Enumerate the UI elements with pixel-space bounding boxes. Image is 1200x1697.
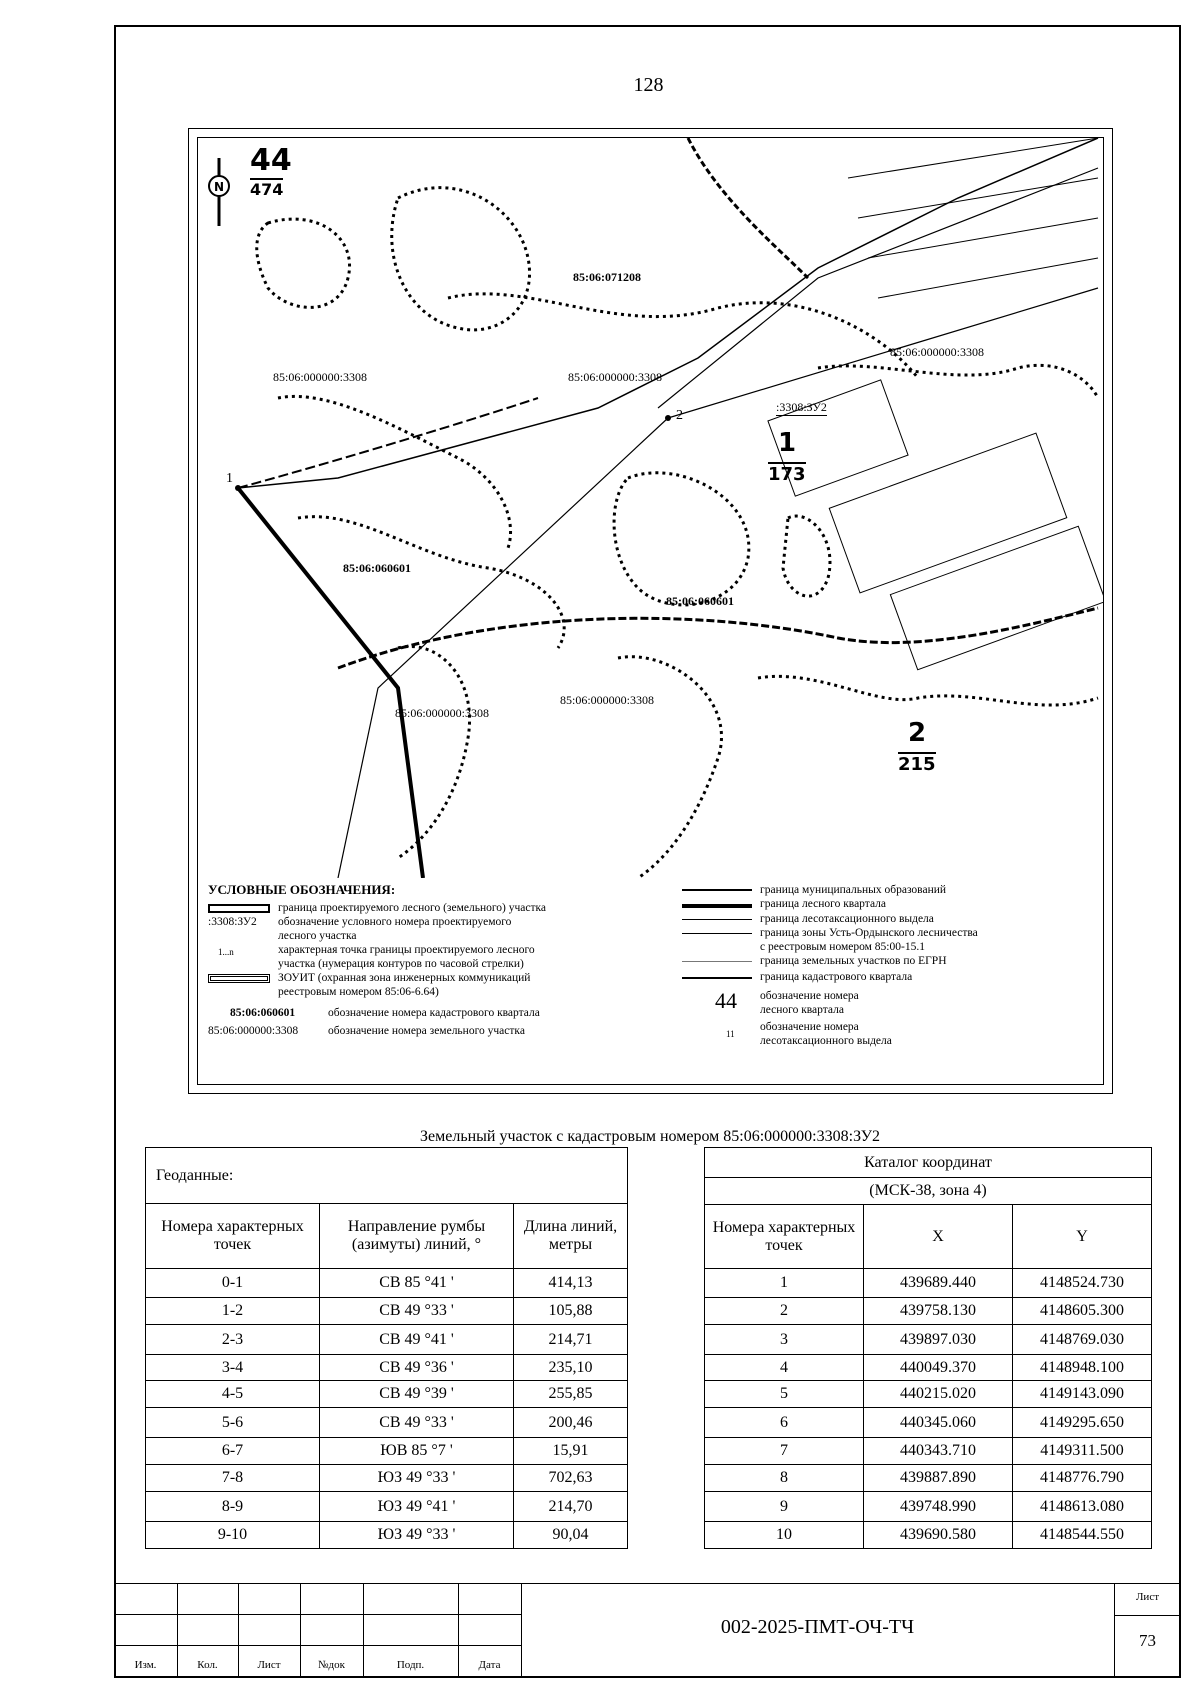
- parcel-number-label: 85:06:000000:3308: [273, 370, 368, 384]
- designation-label: :3308:ЗУ2: [776, 400, 827, 414]
- table-cell: 7: [705, 1438, 864, 1465]
- catalog-header: Номера характерных точек: [705, 1205, 864, 1269]
- legend-line-text: граница земельных участков по ЕГРН: [760, 955, 947, 967]
- legend-quarter-symbol: 44: [715, 988, 737, 1013]
- table-cell: 1-2: [146, 1298, 320, 1325]
- table-cell: 7-8: [146, 1465, 320, 1492]
- table-cell: 90,04: [514, 1522, 628, 1549]
- geodata-header: Номера характерных точек: [146, 1204, 320, 1269]
- catalog-header: Y: [1013, 1205, 1152, 1269]
- quarter-1-top: 1: [778, 428, 797, 458]
- table-row: [146, 1325, 628, 1355]
- table-cell: 214,70: [514, 1492, 628, 1522]
- table-cell: ЮЗ 49 °33 ': [320, 1465, 514, 1492]
- table-row: [705, 1381, 1152, 1408]
- table-row: [146, 1408, 628, 1438]
- parcel-number-label: 85:06:000000:3308: [395, 706, 490, 720]
- legend-item-text: ЗОУИТ (охранная зона инженерных коммуникаций: [278, 972, 531, 984]
- table-cell: 440215.020: [864, 1381, 1013, 1408]
- legend-quarter-text: обозначение номера: [760, 990, 859, 1002]
- quarter-2-bottom: 215: [898, 754, 936, 775]
- stamp-label: Подп.: [396, 1659, 425, 1671]
- table-cell: 4148948.100: [1013, 1355, 1152, 1381]
- map-canvas: [197, 137, 1104, 1085]
- legend-line-text: граница кадастрового квартала: [760, 971, 913, 983]
- legend-line-section: [682, 919, 752, 920]
- table-cell: СВ 49 °33 ': [320, 1408, 514, 1438]
- table-row: [705, 1522, 1152, 1549]
- legend-line-cadastral: [682, 977, 752, 979]
- table-cell: 3: [705, 1325, 864, 1355]
- svg-text:N: N: [214, 180, 225, 194]
- legend-item-text: характерная точка границы проектируемого лесного: [278, 944, 535, 956]
- legend-item-text: обозначение номера земельного участка: [328, 1025, 525, 1037]
- table-cell: 3-4: [146, 1355, 320, 1381]
- legend-item-text: обозначение номера кадастрового квартала: [328, 1007, 540, 1019]
- quarter-1-bottom: 173: [768, 464, 806, 485]
- legend-line-egrn: [682, 961, 752, 962]
- parcel-number-label: 85:06:000000:3308: [568, 370, 663, 384]
- table-row: [705, 1325, 1152, 1355]
- map-drawing: [198, 138, 1103, 878]
- coordinate-catalog-table: [704, 1147, 1152, 1549]
- geodata-table: [145, 1147, 628, 1549]
- table-cell: 439748.990: [864, 1492, 1013, 1522]
- page-number: 128: [633, 74, 664, 96]
- table-cell: 9-10: [146, 1522, 320, 1549]
- table-cell: 4: [705, 1355, 864, 1381]
- cadastral-quarter-label: 85:06:071208: [573, 270, 641, 284]
- table-row: [146, 1269, 628, 1298]
- table-row: [146, 1355, 628, 1381]
- table-cell: 0-1: [146, 1269, 320, 1298]
- title-block: [114, 1583, 1181, 1678]
- catalog-title: Каталог координат: [705, 1148, 1152, 1178]
- table-row: [705, 1269, 1152, 1298]
- table-cell: 6: [705, 1408, 864, 1438]
- table-cell: 2: [705, 1298, 864, 1325]
- table-row: [705, 1355, 1152, 1381]
- cadastral-quarter-label: 85:06:060601: [666, 594, 734, 608]
- table-cell: 5-6: [146, 1408, 320, 1438]
- legend-line-text: граница лесотаксационного выдела: [760, 913, 934, 925]
- table-cell: 235,10: [514, 1355, 628, 1381]
- document-code: 002-2025-ПМТ-ОЧ-ТЧ: [720, 1616, 915, 1638]
- table-cell: 214,71: [514, 1325, 628, 1355]
- table-cell: 15,91: [514, 1438, 628, 1465]
- stamp-label: Дата: [478, 1659, 501, 1671]
- table-cell: ЮЗ 49 °33 ': [320, 1522, 514, 1549]
- table-row: [146, 1465, 628, 1492]
- legend-line-text: граница лесного квартала: [760, 898, 886, 910]
- table-cell: 414,13: [514, 1269, 628, 1298]
- table-cell: 440343.710: [864, 1438, 1013, 1465]
- legend-swatch-zouit: [208, 974, 270, 983]
- table-cell: ЮЗ 49 °41 ': [320, 1492, 514, 1522]
- map-figure: [188, 128, 1113, 1094]
- legend-swatch-parcel: [208, 904, 270, 913]
- table-cell: 4149143.090: [1013, 1381, 1152, 1408]
- stamp-label: Кол.: [197, 1659, 218, 1671]
- legend-quarter-text: лесного квартала: [760, 1004, 844, 1016]
- table-row: [146, 1381, 628, 1408]
- table-cell: 4148605.300: [1013, 1298, 1152, 1325]
- table-title: Земельный участок с кадастровым номером 85:06:000000:3308:ЗУ2: [419, 1128, 881, 1145]
- map-legend: [208, 883, 1095, 1083]
- table-cell: 440345.060: [864, 1408, 1013, 1438]
- table-cell: СВ 49 °41 ': [320, 1325, 514, 1355]
- table-cell: 9: [705, 1492, 864, 1522]
- table-cell: 4149295.650: [1013, 1408, 1152, 1438]
- table-cell: 440049.370: [864, 1355, 1013, 1381]
- table-row: [705, 1298, 1152, 1325]
- table-cell: 2-3: [146, 1325, 320, 1355]
- table-cell: 8: [705, 1465, 864, 1492]
- table-cell: 439887.890: [864, 1465, 1013, 1492]
- parcel-number-label: 85:06:000000:3308: [560, 693, 655, 707]
- table-row: [705, 1438, 1152, 1465]
- table-cell: 10: [705, 1522, 864, 1549]
- table-cell: ЮВ 85 °7 ': [320, 1438, 514, 1465]
- legend-item-text: граница проектируемого лесного (земельного) участка: [278, 902, 547, 914]
- legend-title: УСЛОВНЫЕ ОБОЗНАЧЕНИЯ:: [208, 882, 396, 897]
- legend-line-text: граница зоны Усть-Ордынского лесничества: [760, 927, 978, 939]
- table-cell: 1: [705, 1269, 864, 1298]
- table-cell: СВ 49 °36 ': [320, 1355, 514, 1381]
- catalog-subtitle: (МСК-38, зона 4): [705, 1178, 1152, 1205]
- table-cell: 4148613.080: [1013, 1492, 1152, 1522]
- legend-line-text: с реестровым номером 85:00-15.1: [760, 941, 925, 953]
- legend-item-symbol: 85:06:060601: [230, 1007, 296, 1019]
- table-cell: 8-9: [146, 1492, 320, 1522]
- stamp-label: Изм.: [134, 1659, 157, 1671]
- quarter-44-bottom: 474: [250, 180, 284, 199]
- legend-line-zone: [682, 933, 752, 934]
- table-row: [705, 1408, 1152, 1438]
- legend-section-text: обозначение номера: [760, 1021, 859, 1033]
- point-label: 2: [676, 408, 683, 423]
- table-cell: 4-5: [146, 1381, 320, 1408]
- table-cell: 4148776.790: [1013, 1465, 1152, 1492]
- table-row: [146, 1298, 628, 1325]
- table-cell: 200,46: [514, 1408, 628, 1438]
- geodata-header: Направление румбы (азимуты) линий, °: [320, 1204, 514, 1269]
- table-cell: СВ 49 °33 ': [320, 1298, 514, 1325]
- table-cell: 5: [705, 1381, 864, 1408]
- legend-item-text: участка (нумерация контуров по часовой стрелки): [278, 958, 524, 970]
- cadastral-quarter-label: 85:06:060601: [343, 561, 411, 575]
- table-row: [705, 1492, 1152, 1522]
- sheet-number: 73: [1139, 1631, 1156, 1650]
- table-cell: 439758.130: [864, 1298, 1013, 1325]
- legend-item-text: лесного участка: [278, 930, 357, 942]
- stamp-label: Лист: [257, 1659, 281, 1671]
- north-arrow-icon: [209, 158, 229, 226]
- legend-item-symbol: 85:06:000000:3308: [208, 1025, 299, 1037]
- legend-item-text: реестровым номером 85:06-6.64): [278, 986, 439, 998]
- table-row: [146, 1438, 628, 1465]
- table-cell: 4148769.030: [1013, 1325, 1152, 1355]
- table-row: [146, 1492, 628, 1522]
- legend-line-forest-quarter: [682, 904, 752, 908]
- legend-line-municipal: [682, 889, 752, 891]
- table-cell: СВ 85 °41 ': [320, 1269, 514, 1298]
- table-cell: 255,85: [514, 1381, 628, 1408]
- stamp-label: №док: [318, 1659, 345, 1671]
- quarter-2-top: 2: [908, 718, 927, 748]
- table-cell: 439690.580: [864, 1522, 1013, 1549]
- table-cell: 105,88: [514, 1298, 628, 1325]
- quarter-44-top: 44: [250, 143, 292, 178]
- parcel-number-label: 85:06:000000:3308: [890, 345, 985, 359]
- table-cell: 4148544.550: [1013, 1522, 1152, 1549]
- legend-item-symbol: 1...n: [218, 947, 234, 957]
- legend-section-symbol: 11: [726, 1029, 735, 1039]
- table-cell: 439689.440: [864, 1269, 1013, 1298]
- table-cell: 702,63: [514, 1465, 628, 1492]
- table-cell: 4148524.730: [1013, 1269, 1152, 1298]
- legend-line-text: граница муниципальных образований: [760, 884, 947, 896]
- sheet-label: Лист: [1135, 1591, 1160, 1603]
- table-row: [705, 1465, 1152, 1492]
- table-cell: 439897.030: [864, 1325, 1013, 1355]
- legend-item-symbol: :3308:ЗУ2: [208, 916, 257, 928]
- legend-section-text: лесотаксационного выдела: [760, 1035, 892, 1047]
- geodata-title: Геоданные:: [146, 1148, 628, 1204]
- table-row: [146, 1522, 628, 1549]
- point-label: 1: [226, 471, 233, 486]
- geodata-header: Длина линий, метры: [514, 1204, 628, 1269]
- legend-item-text: обозначение условного номера проектируемого: [278, 916, 512, 928]
- table-cell: 6-7: [146, 1438, 320, 1465]
- catalog-header: X: [864, 1205, 1013, 1269]
- table-cell: 4149311.500: [1013, 1438, 1152, 1465]
- table-cell: СВ 49 °39 ': [320, 1381, 514, 1408]
